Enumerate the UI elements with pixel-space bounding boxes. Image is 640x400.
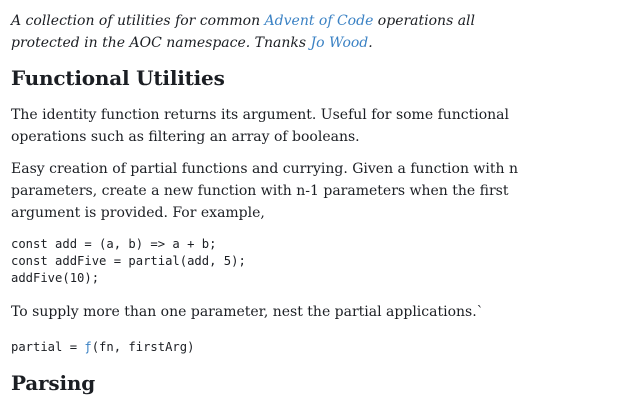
identity-description: The identity function returns its argument. Useful for some functional operations such as filtering an array of booleans. xyxy=(11,107,509,145)
code-line: const addFive = partial(add, 5); xyxy=(11,254,246,268)
code-line: addFive(10); xyxy=(11,271,100,285)
partial-description: Easy creation of partial functions and currying. Given a function with n parameters, create a new function with n-1 parameters when the first argument is provided. For example, xyxy=(11,161,518,221)
functional-utilities-heading: Functional Utilities xyxy=(11,66,225,90)
function-glyph[interactable]: ƒ xyxy=(84,340,92,354)
partial-signature xyxy=(11,339,194,356)
intro-text-2: operations all protected in the AOC namespace. Tnanks xyxy=(11,13,476,51)
jo-wood-link[interactable]: Jo Wood xyxy=(310,35,369,51)
signature-prefix: partial = xyxy=(11,340,85,354)
parsing-heading: Parsing xyxy=(11,371,95,395)
intro-text-3: . xyxy=(368,35,373,51)
code-line: const add = (a, b) => a + b; xyxy=(11,237,217,251)
notebook-page xyxy=(11,10,531,395)
advent-of-code-link[interactable]: Advent of Code xyxy=(264,13,374,29)
signature-suffix: (fn, firstArg) xyxy=(91,340,195,354)
code-example-block xyxy=(11,236,246,287)
intro-paragraph xyxy=(11,10,531,54)
intro-text-1: A collection of utilities for common xyxy=(11,13,265,29)
nest-description: To supply more than one parameter, nest the partial applications.` xyxy=(11,304,484,320)
